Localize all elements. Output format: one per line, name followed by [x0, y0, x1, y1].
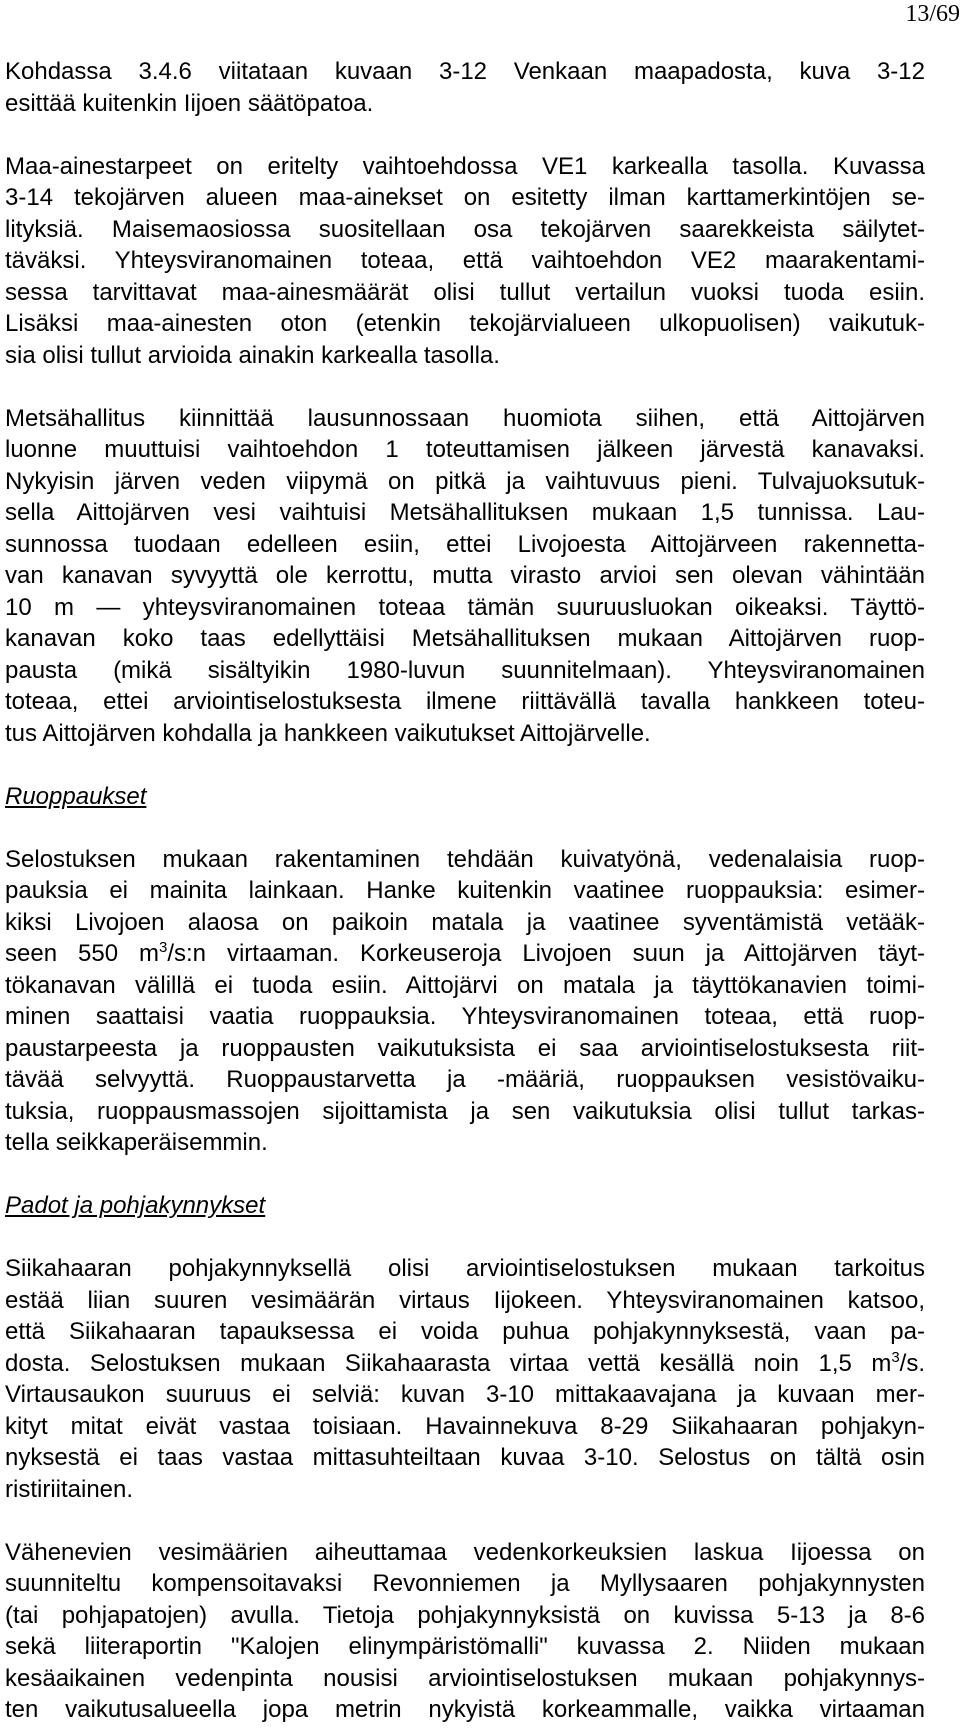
paragraph-3	[5, 403, 925, 750]
text-line: pausta (mikä sisältyikin 1980-luvun suunnitelmaan). Yhteysviranomainen	[5, 656, 925, 684]
paragraph-5	[5, 1253, 925, 1505]
text-line: Lisäksi maa-ainesten oton (etenkin tekojärvialueen ulkopuolisen) vaikutuk-	[5, 310, 925, 337]
text-line: tuksia, ruoppausmassojen sijoittamista ja sen vaikutuksia olisi tullut tarkas-	[5, 1097, 925, 1125]
section-heading: Padot ja pohjakynnykset	[5, 1192, 266, 1219]
text-line: tus Aittojärven kohdalla ja hankkeen vaikutukset Aittojärvelle.	[5, 719, 651, 747]
text-line: Maa-ainestarpeet on eritelty vaihtoehdossa VE1 karkealla tasolla. Kuvassa	[5, 152, 925, 180]
paragraph-4	[5, 844, 925, 1159]
text-line: ristiriitainen.	[5, 1475, 134, 1503]
text-line: tävää selvyyttä. Ruoppaustarvetta ja -määriä, ruoppauksen vesistövaiku-	[5, 1066, 925, 1093]
text-line: luonne muuttuisi vaihtoehdon 1 toteuttamisen jälkeen järvestä kanavaksi.	[5, 436, 925, 463]
superscript: 3	[158, 939, 168, 956]
text-fragment: /s.	[899, 1349, 925, 1377]
text-line: estää liian suuren vesimäärän virtaus Iijokeen. Yhteysviranomainen katsoo,	[5, 1286, 925, 1314]
text-line: kityt mitat eivät vastaa toisiaan. Havainnekuva 8-29 Siikahaaran pohjakyn-	[5, 1412, 925, 1440]
text-line: Virtausaukon suuruus ei selviä: kuvan 3-10 mittakaavajana ja kuvaan mer-	[5, 1381, 925, 1408]
text-line: esittää kuitenkin Iijoen säätöpatoa.	[5, 89, 374, 117]
text-line: lityksiä. Maisemaosiossa suositellaan osa tekojärven saarekkeista säilytet-	[5, 215, 925, 243]
text-line: Selostuksen mukaan rakentaminen tehdään kuivatyönä, vedenalaisia ruop-	[5, 845, 925, 873]
paragraph-1	[5, 56, 925, 119]
text-line: tella seikkaperäisemmin.	[5, 1129, 268, 1156]
text-line: Kohdassa 3.4.6 viitataan kuvaan 3-12 Venkaan maapadosta, kuva 3-12	[5, 58, 925, 85]
text-line: sessa tarvittavat maa-ainesmäärät olisi tullut vertailun vuoksi tuoda esiin.	[5, 278, 925, 306]
text-line	[5, 938, 925, 970]
text-line: Vähenevien vesimäärien aiheuttamaa vedenkorkeuksien laskua Iijoessa on	[5, 1538, 925, 1566]
section-heading-ruoppaukset	[5, 781, 925, 813]
text-line: tökanavan välillä ei tuoda esiin. Aittojärvi on matala ja täyttökanavien toimi-	[5, 971, 925, 999]
text-line: minen saattaisi vaatia ruoppauksia. Yhteysviranomainen toteaa, että ruop-	[5, 1003, 925, 1030]
text-line: suunniteltu kompensoitavaksi Revonniemen ja Myllysaaren pohjakynnysten	[5, 1570, 925, 1597]
text-line: van kanavan syvyyttä ole kerrottu, mutta virasto arvioi sen olevan vähintään	[5, 562, 925, 589]
document-body	[5, 56, 925, 1726]
text-fragment: seen 550 m	[5, 940, 159, 967]
text-line: (tai pohjapatojen) avulla. Tietoja pohjakynnyksistä on kuvissa 5-13 ja 8-6	[5, 1601, 925, 1629]
text-line: paustarpeesta ja ruoppausten vaikutuksista ei saa arviointiselostuksesta riit-	[5, 1034, 925, 1062]
text-line: että Siikahaaran tapauksessa ei voida puhua pohjakynnyksestä, vaan pa-	[5, 1318, 925, 1345]
text-line: 10 m — yhteysviranomainen toteaa tämän suuruusluokan oikeaksi. Täyttö-	[5, 593, 925, 621]
paragraph-2	[5, 151, 925, 372]
text-line: sunnossa tuodaan edelleen esiin, ettei Livojoesta Aittojärveen rakennetta-	[5, 530, 925, 558]
text-line: Nykyisin järven veden viipymä on pitkä ja vaihtuvuus pieni. Tulvajuoksutuk-	[5, 467, 925, 495]
text-line: Siikahaaran pohjakynnyksellä olisi arviointiselostuksen mukaan tarkoitus	[5, 1255, 925, 1282]
text-line: kiksi Livojoen alaosa on paikoin matala ja vaatinee syventämistä vetääk-	[5, 908, 925, 936]
text-fragment: dosta. Selostuksen mukaan Siikahaarasta virtaa vettä kesällä noin 1,5 m	[5, 1349, 892, 1377]
text-line	[5, 1348, 925, 1380]
text-line: nyksestä ei taas vastaa mittasuhteiltaan kuvaa 3-10. Selostus on tältä osin	[5, 1444, 925, 1471]
section-heading: Ruoppaukset	[5, 782, 147, 810]
paragraph-6	[5, 1537, 925, 1726]
text-fragment: /s:n virtaaman. Korkeuseroja Livojoen suun ja Aittojärven täyt-	[167, 940, 925, 967]
text-line: sekä liiteraportin "Kalojen elinympäristömalli" kuvassa 2. Niiden mukaan	[5, 1633, 925, 1660]
text-line: toteaa, ettei arviointiselostuksesta ilmene riittävällä tavalla hankkeen toteu-	[5, 688, 925, 715]
text-line: täväksi. Yhteysviranomainen toteaa, että vaihtoehdon VE2 maarakentami-	[5, 247, 925, 274]
text-line: sia olisi tullut arvioida ainakin karkealla tasolla.	[5, 341, 500, 369]
text-line: 3-14 tekojärven alueen maa-ainekset on esitetty ilman karttamerkintöjen se-	[5, 184, 925, 211]
section-heading-padot	[5, 1190, 925, 1222]
text-line: kesäaikainen vedenpinta nousisi arviointiselostuksen mukaan pohjakynnys-	[5, 1664, 925, 1692]
text-line: ten vaikutusalueella jopa metrin nykyistä korkeammalle, vaikka virtaaman	[5, 1696, 925, 1723]
page-number: 13/69	[905, 1, 960, 27]
text-line: sella Aittojärven vesi vaihtuisi Metsähallituksen mukaan 1,5 tunnissa. Lau-	[5, 499, 925, 526]
superscript: 3	[891, 1348, 900, 1366]
text-line: Metsähallitus kiinnittää lausunnossaan huomiota siihen, että Aittojärven	[5, 404, 925, 432]
text-line: pauksia ei mainita lainkaan. Hanke kuitenkin vaatinee ruoppauksia: esimer-	[5, 877, 925, 904]
text-line: kanavan koko taas edellyttäisi Metsähallituksen mukaan Aittojärven ruop-	[5, 625, 925, 652]
